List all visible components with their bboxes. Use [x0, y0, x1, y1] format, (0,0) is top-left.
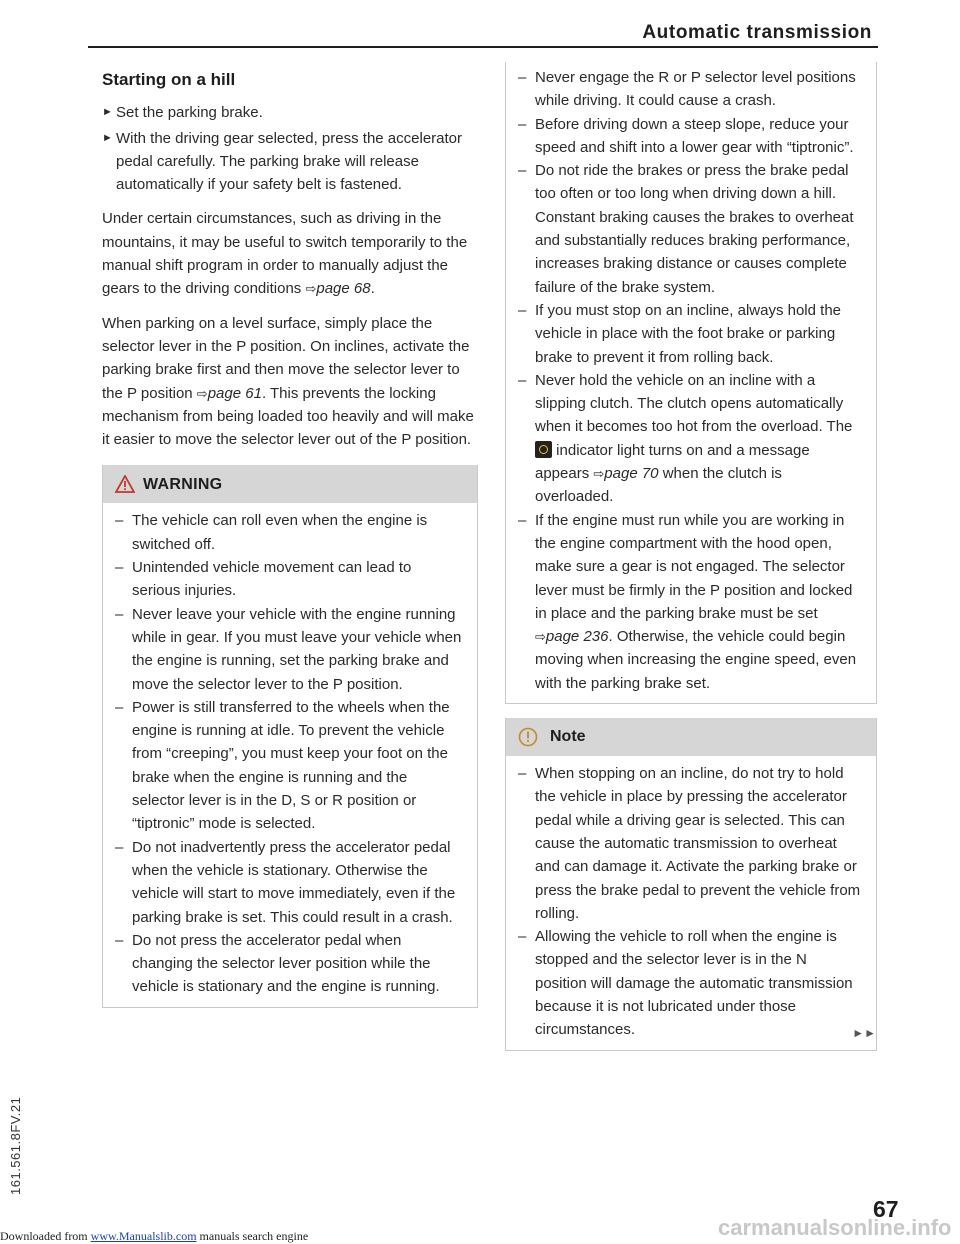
warning-item: – If you must stop on an incline, always hold the vehicle in place with the foot brake or parking brake to prevent it from rolling back.: [518, 301, 842, 366]
step-text: Set the parking brake.: [116, 104, 263, 122]
warning-item: – Unintended vehicle movement can lead to serious injuries.: [115, 559, 412, 600]
left-column: [102, 62, 478, 1008]
section-heading: Starting on a hill: [102, 70, 236, 89]
warning-list: [103, 503, 477, 1006]
download-footer: Downloaded from www.Manualslib.com manuals search engine: [0, 1229, 309, 1243]
warning-header: [103, 465, 477, 503]
warning-item: – Before driving down a steep slope, reduce your speed and shift into a lower gear with “tiptronic”.: [518, 115, 854, 156]
paragraph: Under certain circumstances, such as driving in the mountains, it may be useful to switch temporarily to the manual shift program in order to manually adjust the gears to the driving conditions ⇨page 68.: [102, 210, 468, 298]
step-item: [102, 101, 478, 124]
page-reference-link[interactable]: page 68: [316, 280, 371, 298]
step-arrow-icon: ►: [102, 106, 113, 119]
warning-item: – Do not press the accelerator pedal when changing the selector lever position while the vehicle is stationary and the engine is running.: [115, 931, 440, 996]
arrow-right-icon: ⇨: [535, 629, 546, 645]
step-item: [102, 127, 478, 197]
warning-list: [506, 62, 876, 703]
paragraph: [102, 312, 478, 452]
note-item: – Allowing the vehicle to roll when the engine is stopped and the selector lever is in the N position will damage the automatic transmission because it is not lubricated under those circumstances.: [518, 928, 853, 1039]
step-text: With the driving gear selected, press the accelerator pedal carefully. The parking brake will release automatically if your safety belt is fastened.: [116, 129, 463, 194]
arrow-right-icon: ⇨: [593, 466, 605, 482]
note-title: Note: [550, 728, 586, 746]
warning-triangle-icon: [115, 475, 135, 493]
warning-item: – Do not inadvertently press the accelerator pedal when the vehicle is stationary. Otherwise the vehicle will start to move immediately, even if the parking brake is set. This could result in a crash.: [115, 838, 456, 926]
note-box: [505, 718, 877, 1051]
warning-title: WARNING: [143, 475, 223, 493]
page-number: 67: [873, 1196, 899, 1222]
paragraph-text: Under certain circumstances, such as driving in the mountains, it may be useful to switch temporarily to the manual shift program in order to manually adjust the gears to the driving conditions: [102, 210, 468, 298]
paragraph-text: When parking on a level surface, simply place the selector lever in the P position. On inclines, activate the parking brake first and then move the selector lever to the P position: [102, 314, 470, 402]
page-reference-link[interactable]: page 61: [207, 384, 262, 402]
warning-item: – Never hold the vehicle on an incline with a slipping clutch. The clutch opens automatically when it becomes too hot from the overload. The indicator light turns on and a message appears ⇨page 70 when the clutch is overloaded.: [518, 371, 853, 506]
warning-item: – Never engage the R or P selector level positions while driving. It could cause a crash.: [518, 69, 856, 110]
warning-continuation-box: [505, 62, 877, 704]
warning-box: [102, 465, 478, 1007]
manualslib-link[interactable]: www.Manualslib.com: [90, 1229, 197, 1243]
note-list: [506, 756, 876, 1050]
arrow-right-icon: ⇨: [196, 385, 208, 401]
note-header: [506, 718, 876, 756]
document-code: 161.561.8FV.21: [8, 1096, 23, 1195]
warning-item: – If the engine must run while you are working in the engine compartment with the hood open, make sure a gear is not engaged. The selector lever must be firmly in the P position and locked in place and the parking brake must be set ⇨page 236. Otherwise, the vehicle could begin moving when increasing the engine speed, even with the parking brake set.: [518, 511, 857, 692]
info-circle-icon: [518, 727, 538, 747]
warning-item: – The vehicle can roll even when the engine is switched off.: [115, 512, 428, 553]
right-column: [505, 62, 877, 1051]
warning-item: – Never leave your vehicle with the engine running while in gear. If you must leave your vehicle when the engine is running, set the parking brake and move the selector lever to the P position.: [115, 605, 462, 693]
step-arrow-icon: ►: [102, 131, 113, 144]
watermark-text: carmanualsonline.info: [718, 1215, 952, 1240]
warning-item: – Do not ride the brakes or press the brake pedal too often or too long when driving down a hill. Constant braking causes the brakes to overheat and substantially reduces braking performance, increases braking distance or causes complete failure of the brake system.: [518, 162, 854, 296]
page-reference-link[interactable]: page 70: [604, 465, 659, 483]
page-reference-link[interactable]: page 236: [545, 628, 609, 646]
page-header-title: Automatic transmission: [642, 22, 872, 43]
paragraph-text: . This prevents the locking mechanism from being loaded too heavily and will make it easier to move the selector lever out of the P position.: [102, 384, 474, 449]
continue-arrow-icon: ►►: [852, 1026, 876, 1041]
header-rule: [88, 46, 878, 48]
note-item: – When stopping on an incline, do not try to hold the vehicle in place by pressing the accelerator pedal while a driving gear is selected. This can cause the automatic transmission to overheat and can damage it. Activate the parking brake or press the brake pedal to prevent the vehicle from rolling.: [518, 765, 861, 922]
clutch-indicator-icon: [535, 441, 552, 458]
warning-item: – Power is still transferred to the wheels when the engine is running at idle. To prevent the vehicle from “creeping”, you must keep your foot on the brake when the engine is running and the selector lever is in the D, S or R position or “tiptronic” mode is selected.: [115, 698, 450, 833]
arrow-right-icon: ⇨: [305, 281, 317, 297]
